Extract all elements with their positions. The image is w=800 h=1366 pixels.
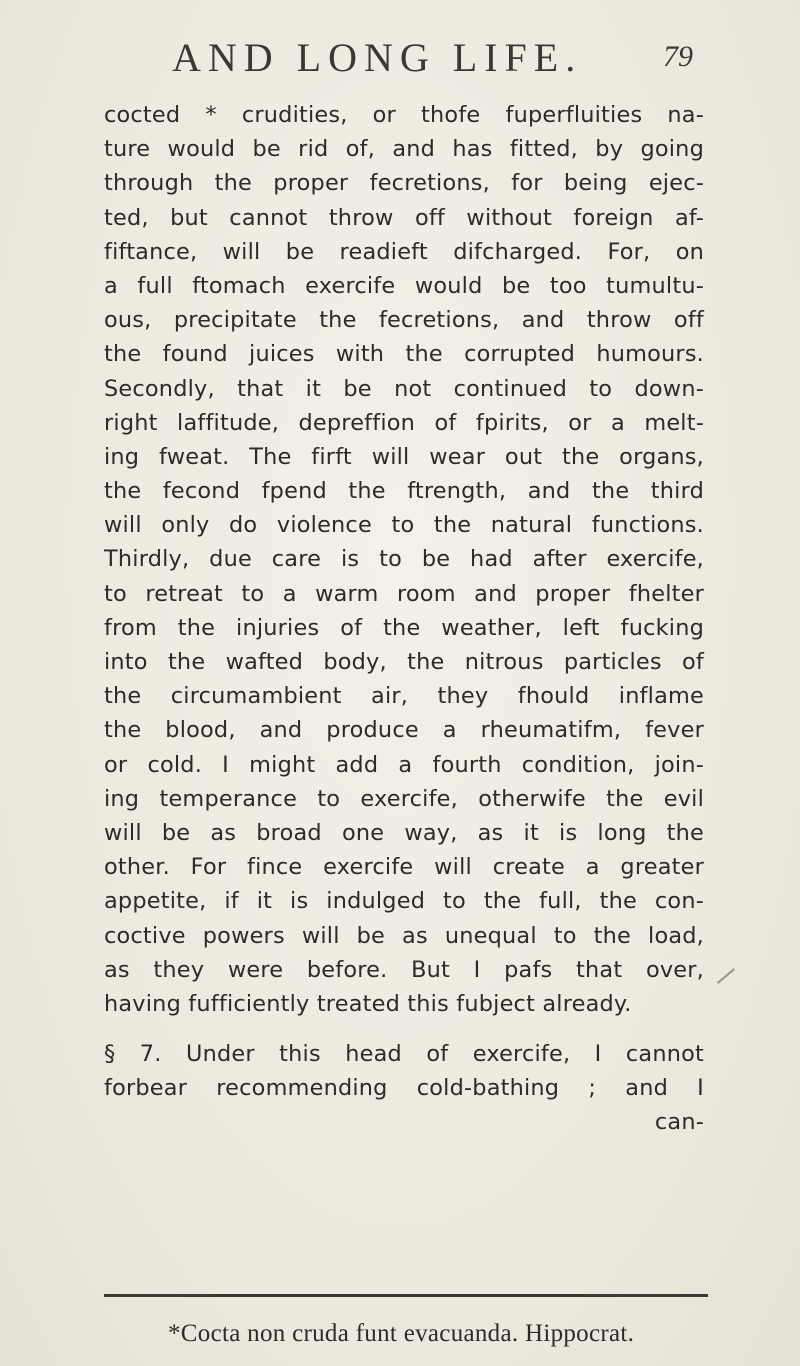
- text-line: Secondly, that it be not continued to down-: [104, 375, 704, 402]
- text-line: through the proper fecretions, for being ejec-: [104, 170, 704, 197]
- text-line: Thirdly, due care is to be had after exercife,: [104, 546, 704, 573]
- section-line: § 7. Under this head of exercife, I cannot: [104, 1041, 704, 1068]
- text-line: forbear recommending cold-bathing ; and I: [104, 1075, 704, 1102]
- body-text: [104, 98, 704, 1140]
- text-line: or cold. I might add a fourth condition, join-: [104, 751, 704, 778]
- text-line: as they were before. But I pafs that over,: [104, 956, 704, 983]
- text-line: from the injuries of the weather, left fucking: [104, 614, 704, 641]
- text-line: ing temperance to exercife, otherwife the evil: [104, 785, 704, 812]
- text-line: ture would be rid of, and has fitted, by going: [104, 136, 704, 163]
- text-line: to retreat to a warm room and proper fhelter: [104, 580, 704, 607]
- text-line: ous, precipitate the fecretions, and throw off: [104, 307, 704, 334]
- catchword: can-: [654, 1109, 704, 1136]
- text-line: the circumambient air, they fhould inflame: [104, 683, 704, 710]
- text-line: a full ftomach exercife would be too tumultu-: [104, 272, 704, 299]
- text-line: fiftance, will be readieft difcharged. For, on: [104, 238, 704, 265]
- text-line: ted, but cannot throw off without foreign af-: [104, 204, 704, 231]
- text-line: the blood, and produce a rheumatifm, fever: [104, 717, 704, 744]
- text-line: appetite, if it is indulged to the full, the con-: [104, 888, 704, 915]
- text-line: the found juices with the corrupted humours.: [104, 341, 704, 368]
- margin-mark: [717, 968, 735, 984]
- text-line: into the wafted body, the nitrous particles of: [104, 649, 704, 675]
- text-line: other. For fince exercife will create a greater: [104, 854, 704, 881]
- text-line: coctive powers will be as unequal to the load,: [104, 922, 704, 949]
- text-line: having fufficiently treated this fubject already.: [104, 990, 632, 1017]
- text-line: the fecond fpend the ftrength, and the third: [104, 478, 704, 505]
- footnote-rule: [104, 1294, 708, 1297]
- text-line: ing fweat. The firft will wear out the organs,: [104, 443, 704, 470]
- page-number: 79: [663, 40, 693, 73]
- text-line: will only do violence to the natural functions.: [104, 512, 704, 539]
- text-line: will be as broad one way, as it is long the: [104, 819, 704, 846]
- text-line: right laffitude, depreffion of fpirits, or a melt-: [104, 409, 704, 436]
- footnote: *Cocta non cruda funt evacuanda. Hippocrat.: [168, 1320, 635, 1347]
- text-line: cocted * crudities, or thofe fuperfluities na-: [104, 102, 704, 128]
- running-head: AND LONG LIFE.: [172, 35, 583, 80]
